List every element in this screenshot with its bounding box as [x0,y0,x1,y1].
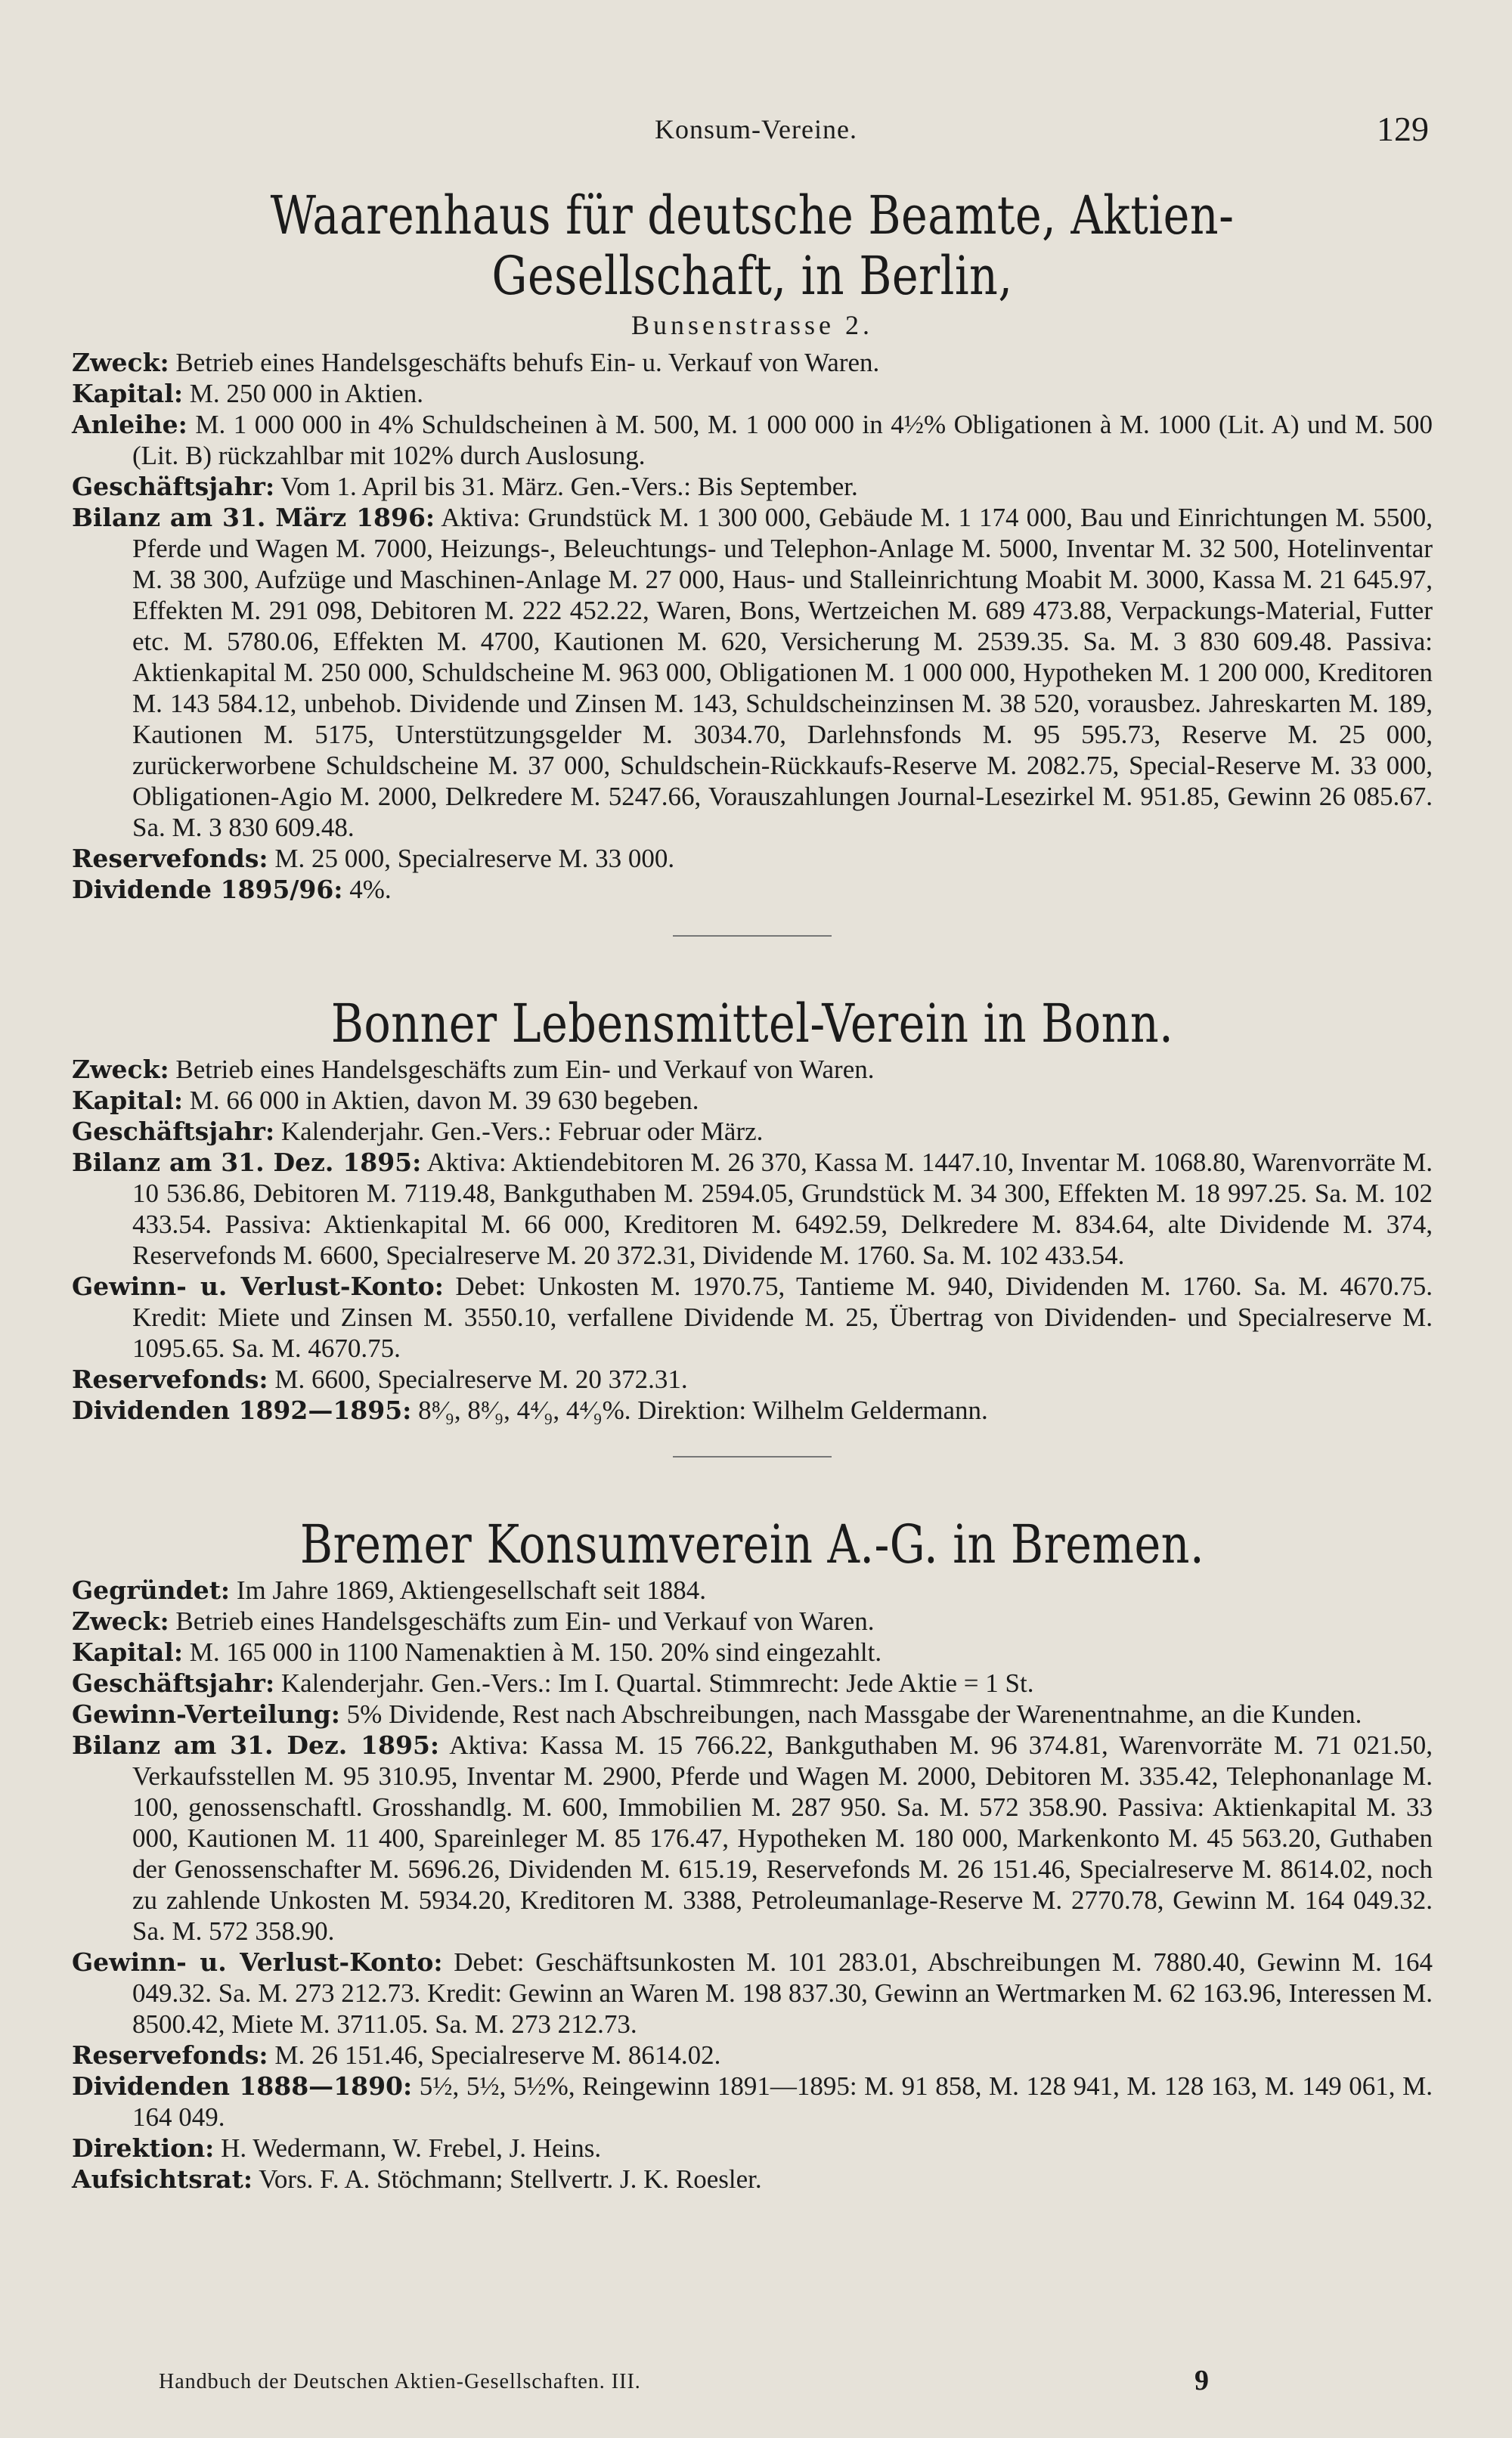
entry-reservefonds [72,843,1433,874]
entry-text: M. 6600, Specialreserve M. 20 372.31. [268,1365,688,1394]
section-title: Bonner Lebensmittel-Verein in Bonn. [330,993,1174,1055]
entry-text: Aktiva: Kassa M. 15 766.22, Bankguthaben M. 96 374.81, Warenvorräte M. 71 021.50, Verkaufsstellen M. 95 310.95, Inventar M. 2900, Pferde und Wagen M. 2000, Debitoren M. 335.42, Telephonanlage M. 100, genossenschaftl. Grosshandlg. M. 600, Immobilien M. 287 950. Sa. M. 572 358.90. Passiva: Aktienkapital M. 33 000, Kautionen M. 11 400, Spareinleger M. 85 176.47, Hypotheken M. 180 000, Markenkonto M. 45 563.20, Guthaben der Genossenschafter M. 5696.26, Dividenden M. 615.19, Reservefonds M. 26 151.46, Specialreserve M. 8614.02, noch zu zahlende Unkosten M. 5934.20, Kreditoren M. 3388, Petroleumanlage-Reserve M. 2770.78, Gewinn M. 164 049.32. Sa. M. 572 358.90. [132,1730,1433,1946]
page-header [0,110,1512,159]
entry-gewinn-verlust [72,1947,1433,2040]
entry-label: Dividenden 1892—1895: [72,1396,412,1425]
section-divider [673,935,832,937]
entry-dividenden [72,1395,1433,1426]
entry-label: Dividende 1895/96: [72,875,343,904]
entry-label: Anleihe: [72,410,187,439]
entry-label: Kapital: [72,379,184,408]
entry-bilanz [72,1147,1433,1271]
entry-gewinn-verteilung [72,1699,1433,1730]
entry-geschaeftsjahr [72,1116,1433,1147]
entry-label: Direktion: [72,2133,215,2163]
entry-zweck [72,1054,1433,1085]
entry-label: Gewinn-Verteilung: [72,1699,340,1729]
entry-label: Gewinn- u. Verlust-Konto: [72,1272,444,1301]
entry-text: 8⁸⁄₉, 8⁸⁄₉, 4⁴⁄₉, 4⁴⁄₉%. Direktion: Wilhelm Geldermann. [411,1396,988,1425]
entry-kapital [72,1637,1433,1668]
entry-text: Debet: Geschäftsunkosten M. 101 283.01, Abschreibungen M. 7880.40, Gewinn M. 164 049.32. Sa. M. 273 212.73. Kredit: Gewinn an Waren M. 198 837.30, Gewinn an Wertmarken M. 62 163.96, Interessen M. 8500.42, Miete M. 3711.05. Sa. M. 273 212.73. [132,1947,1433,2039]
section-divider [673,1456,832,1458]
entry-label: Zweck: [72,1055,169,1084]
entry-dividenden [72,2071,1433,2133]
entry-text: Kalenderjahr. Gen.-Vers.: Februar oder März. [274,1117,764,1146]
page-content [72,185,1433,2195]
entry-text: M. 165 000 in 1100 Namenaktien à M. 150. 20% sind eingezahlt. [183,1637,882,1667]
section-waarenhaus-berlin [72,185,1433,905]
section-bremer-konsumverein [72,1514,1433,2195]
entry-reservefonds [72,1364,1433,1395]
entry-label: Bilanz am 31. Dez. 1895: [72,1148,422,1177]
entry-anleihe [72,409,1433,471]
entry-aufsichtsrat [72,2164,1433,2195]
entry-text: Vors. F. A. Stöchmann; Stellvertr. J. K. Roesler. [253,2164,762,2194]
entry-reservefonds [72,2040,1433,2071]
entry-text: Aktiva: Grundstück M. 1 300 000, Gebäude M. 1 174 000, Bau und Einrichtungen M. 5500, Pferde und Wagen M. 7000, Heizungs-, Beleuchtungs- und Telephon-Anlage M. 5000, Inventar M. 32 500, Hotelinventar M. 38 300, Aufzüge und Maschinen-Anlage M. 27 000, Haus- und Stalleinrichtung Moabit M. 3000, Kassa M. 21 645.97, Effekten M. 291 098, Debitoren M. 222 452.22, Waren, Bons, Wertzeichen M. 689 473.88, Verpackungs-Material, Futter etc. M. 5780.06, Effekten M. 4700, Kautionen M. 620, Versicherung M. 2539.35. Sa. M. 3 830 609.48. Passiva: Aktienkapital M. 250 000, Schuldscheine M. 963 000, Obligationen M. 1 000 000, Hypotheken M. 1 200 000, Kreditoren M. 143 584.12, unbehob. Dividende und Zinsen M. 143, Schuldscheinzinsen M. 38 520, vorausbez. Jahreskarten M. 189, Kautionen M. 5175, Unterstützungsgelder M. 3034.70, Darlehnsfonds M. 95 595.73, Reserve M. 25 000, zurückerworbene Schuldscheine M. 37 000, Schuldschein-Rückkaufs-Reserve M. 2082.75, Special-Reserve M. 33 000, Obligationen-Agio M. 2000, Delkredere M. 5247.66, Vorauszahlungen Journal-Lesezirkel M. 951.85, Gewinn 26 085.67. Sa. M. 3 830 609.48. [132,503,1433,842]
entry-text: Betrieb eines Handelsgeschäfts zum Ein- und Verkauf von Waren. [169,1055,875,1084]
entry-label: Gewinn- u. Verlust-Konto: [72,1947,443,1977]
footer-text: Handbuch der Deutschen Aktien-Gesellschaften. III. [159,2370,641,2393]
entry-direktion [72,2133,1433,2164]
entry-text: Debet: Unkosten M. 1970.75, Tantieme M. 940, Dividenden M. 1760. Sa. M. 4670.75. Kredit: Miete und Zinsen M. 3550.10, verfallene Dividende M. 25, Übertrag von Dividenden- und Specialreserve M. 1095.65. Sa. M. 4670.75. [132,1272,1433,1363]
entry-text: M. 1 000 000 in 4% Schuldscheinen à M. 500, M. 1 000 000 in 4½% Obligationen à M. 1000 (Lit. A) und M. 500 (Lit. B) rückzahlbar mit 102% durch Auslosung. [132,410,1433,470]
running-head: Konsum-Vereine. [655,114,857,144]
entry-text: Im Jahre 1869, Aktiengesellschaft seit 1884. [230,1575,706,1605]
entry-label: Geschäftsjahr: [72,1117,275,1146]
entry-text: H. Wedermann, W. Frebel, J. Heins. [214,2133,602,2163]
entry-label: Aufsichtsrat: [72,2164,253,2194]
entry-dividende [72,874,1433,905]
entry-label: Bilanz am 31. Dez. 1895: [72,1730,440,1760]
entry-text: 5½, 5½, 5½%, Reingewinn 1891—1895: M. 91 858, M. 128 941, M. 128 163, M. 149 061, M. 164 049. [132,2071,1433,2132]
entry-text: Kalenderjahr. Gen.-Vers.: Im I. Quartal. Stimmrecht: Jede Aktie = 1 St. [274,1668,1034,1698]
entry-zweck [72,347,1433,378]
entry-label: Zweck: [72,348,169,377]
entry-kapital [72,1085,1433,1116]
entry-text: M. 250 000 in Aktien. [183,379,423,408]
entry-geschaeftsjahr [72,1668,1433,1699]
entry-text: Betrieb eines Handelsgeschäfts zum Ein- und Verkauf von Waren. [169,1606,875,1636]
entry-label: Kapital: [72,1086,184,1115]
entry-text: Betrieb eines Handelsgeschäfts behufs Ein- u. Verkauf von Waren. [169,348,880,377]
entry-label: Gegründet: [72,1575,231,1605]
page-footer [0,2365,1512,2408]
entry-text: 5% Dividende, Rest nach Abschreibungen, nach Massgabe der Warenentnahme, an die Kunden. [339,1699,1362,1729]
entry-text: M. 25 000, Specialreserve M. 33 000. [268,844,675,873]
entry-text: M. 66 000 in Aktien, davon M. 39 630 begeben. [183,1086,699,1115]
entry-label: Bilanz am 31. März 1896: [72,503,435,532]
signature-mark: 9 [1194,2365,1209,2396]
entry-bilanz [72,1730,1433,1947]
entry-label: Reservefonds: [72,2040,268,2070]
entry-label: Geschäftsjahr: [72,472,275,501]
section-subtitle: Bunsenstrasse 2. [631,310,873,340]
entry-bilanz [72,502,1433,843]
entry-text: 4%. [342,875,392,904]
section-bonner-lebensmittel-verein [72,993,1433,1426]
entry-zweck [72,1606,1433,1637]
entry-label: Dividenden 1888—1890: [72,2071,413,2101]
entry-label: Geschäftsjahr: [72,1668,275,1698]
page-number: 129 [1377,110,1429,148]
entry-label: Kapital: [72,1637,184,1667]
entry-kapital [72,378,1433,409]
entry-label: Zweck: [72,1606,169,1636]
section-title: Waarenhaus für deutsche Beamte, Aktien-Gesellschaft, in Berlin, [270,184,1235,307]
section-title: Bremer Konsumverein A.-G. in Bremen. [299,1513,1205,1575]
entry-geschaeftsjahr [72,471,1433,502]
entry-gewinn-verlust [72,1271,1433,1364]
entry-text: M. 26 151.46, Specialreserve M. 8614.02. [268,2040,721,2070]
entry-label: Reservefonds: [72,844,268,873]
entry-text: Vom 1. April bis 31. März. Gen.-Vers.: Bis September. [274,472,858,501]
entry-text: Aktiva: Aktiendebitoren M. 26 370, Kassa M. 1447.10, Inventar M. 1068.80, Warenvorräte M. 10 536.86, Debitoren M. 7119.48, Bankguthaben M. 2594.05, Grundstück M. 34 300, Effekten M. 18 997.25. Sa. M. 102 433.54. Passiva: Aktienkapital M. 66 000, Kreditoren M. 6492.59, Delkredere M. 834.64, alte Dividende M. 374, Reservefonds M. 6600, Specialreserve M. 20 372.31, Dividende M. 1760. Sa. M. 102 433.54. [132,1148,1433,1270]
entry-gegruendet [72,1575,1433,1606]
entry-label: Reservefonds: [72,1365,268,1394]
